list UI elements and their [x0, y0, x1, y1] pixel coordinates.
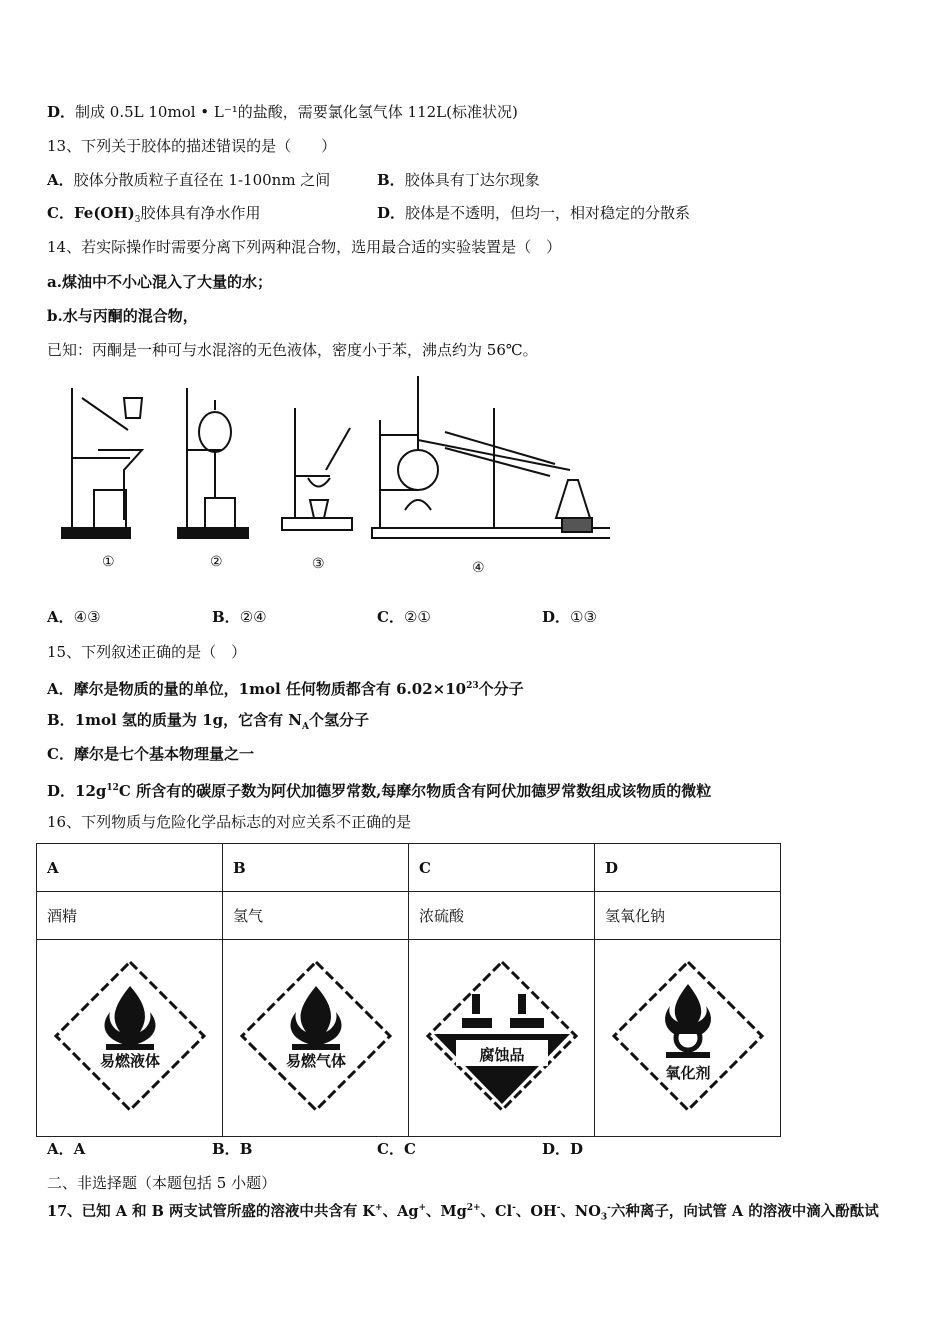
section-2-heading: 二、非选择题（本题包括 5 小题）	[47, 1174, 277, 1192]
q13-option-b: B．胶体具有丁达尔现象	[377, 171, 540, 189]
q16-option-a: A．A	[47, 1140, 86, 1158]
q15-option-a: A．摩尔是物质的量的单位，1mol 任何物质都含有 $6.02\times 10^{23}$个分子	[47, 680, 524, 698]
sign-cell-c	[409, 940, 595, 1137]
sign-label-c: 腐蚀品	[478, 1046, 525, 1064]
q14-item-a: a.煤油中不小心混入了大量的水；	[47, 273, 272, 291]
apparatus-label-3: ③	[312, 556, 325, 572]
q16-option-d: D．D	[542, 1140, 584, 1158]
sign-cell-b	[223, 940, 409, 1137]
flame-icon	[236, 956, 396, 1116]
q14-known: 已知：丙酮是一种可与水混溶的无色液体，密度小于苯，沸点约为 56℃。	[47, 341, 538, 359]
apparatus-label-2: ②	[210, 554, 223, 570]
corrosive-icon	[422, 956, 582, 1116]
apparatus-figure	[50, 370, 610, 580]
hazard-header-b: B	[223, 844, 409, 892]
q12-option-d: D．制成 0.5L 10mol • L⁻¹的盐酸，需要氯化氢气体 112L(标准状况)	[47, 103, 518, 121]
substance-a: 酒精	[37, 892, 223, 940]
substance-b: 氢气	[223, 892, 409, 940]
q15-option-c: C．摩尔是七个基本物理量之一	[47, 745, 254, 763]
hazard-table	[36, 843, 781, 1137]
hazard-header-d: D	[595, 844, 781, 892]
oxidizer-icon	[608, 956, 768, 1116]
substance-c: 浓硫酸	[409, 892, 595, 940]
q13-option-a: A．胶体分散质粒子直径在 1-100nm 之间	[47, 171, 331, 189]
q16-stem: 16、下列物质与危险化学品标志的对应关系不正确的是	[47, 813, 412, 831]
sign-label-b: 易燃气体	[285, 1052, 346, 1070]
q13-option-c: C．$Fe(OH)_3$胶体具有净水作用	[47, 204, 261, 225]
q15-option-d: D．$12g^{12}C$ 所含有的碳原子数为阿伏加德罗常数,每摩尔物质含有阿伏加德罗常数组成该物质的微粒	[47, 782, 712, 800]
q14-option-c: C．②①	[377, 608, 431, 626]
sign-label-a: 易燃液体	[99, 1052, 160, 1070]
q14-option-b: B．②④	[212, 608, 267, 626]
substance-d: 氢氧化钠	[595, 892, 781, 940]
q14-option-a: A．④③	[47, 608, 101, 626]
q14-option-d: D．①③	[542, 608, 597, 626]
q15-stem: 15、下列叙述正确的是（ ）	[47, 643, 247, 661]
apparatus-label-4: ④	[472, 560, 485, 576]
q13-option-d: D．胶体是不透明，但均一，相对稳定的分散系	[377, 204, 691, 222]
sign-label-d: 氧化剂	[664, 1064, 711, 1082]
q14-item-b: b.水与丙酮的混合物，	[47, 307, 198, 325]
stand-base-1	[62, 528, 130, 538]
q15-option-b: B．1mol 氢的质量为 1g，它含有 $N_A$个氢分子	[47, 711, 370, 732]
q13-stem: 13、下列关于胶体的描述错误的是（ ）	[47, 137, 337, 155]
q16-option-c: C．C	[377, 1140, 416, 1158]
q14-stem: 14、若实际操作时需要分离下列两种混合物，选用最合适的实验装置是（ ）	[47, 238, 562, 256]
apparatus-label-1: ①	[102, 554, 115, 570]
sign-cell-d	[595, 940, 781, 1137]
q16-option-b: B．B	[212, 1140, 253, 1158]
q17-stem: 17、已知 A 和 B 两支试管所盛的溶液中共含有 K+、Ag+、$Mg^{2+}$、Cl-、OH-、$NO_3^-$六种离子，向试管 A 的溶液中滴入酚酞试	[47, 1202, 879, 1223]
sign-cell-a	[37, 940, 223, 1137]
hazard-header-c: C	[409, 844, 595, 892]
flame-icon	[50, 956, 210, 1116]
hazard-header-a: A	[37, 844, 223, 892]
